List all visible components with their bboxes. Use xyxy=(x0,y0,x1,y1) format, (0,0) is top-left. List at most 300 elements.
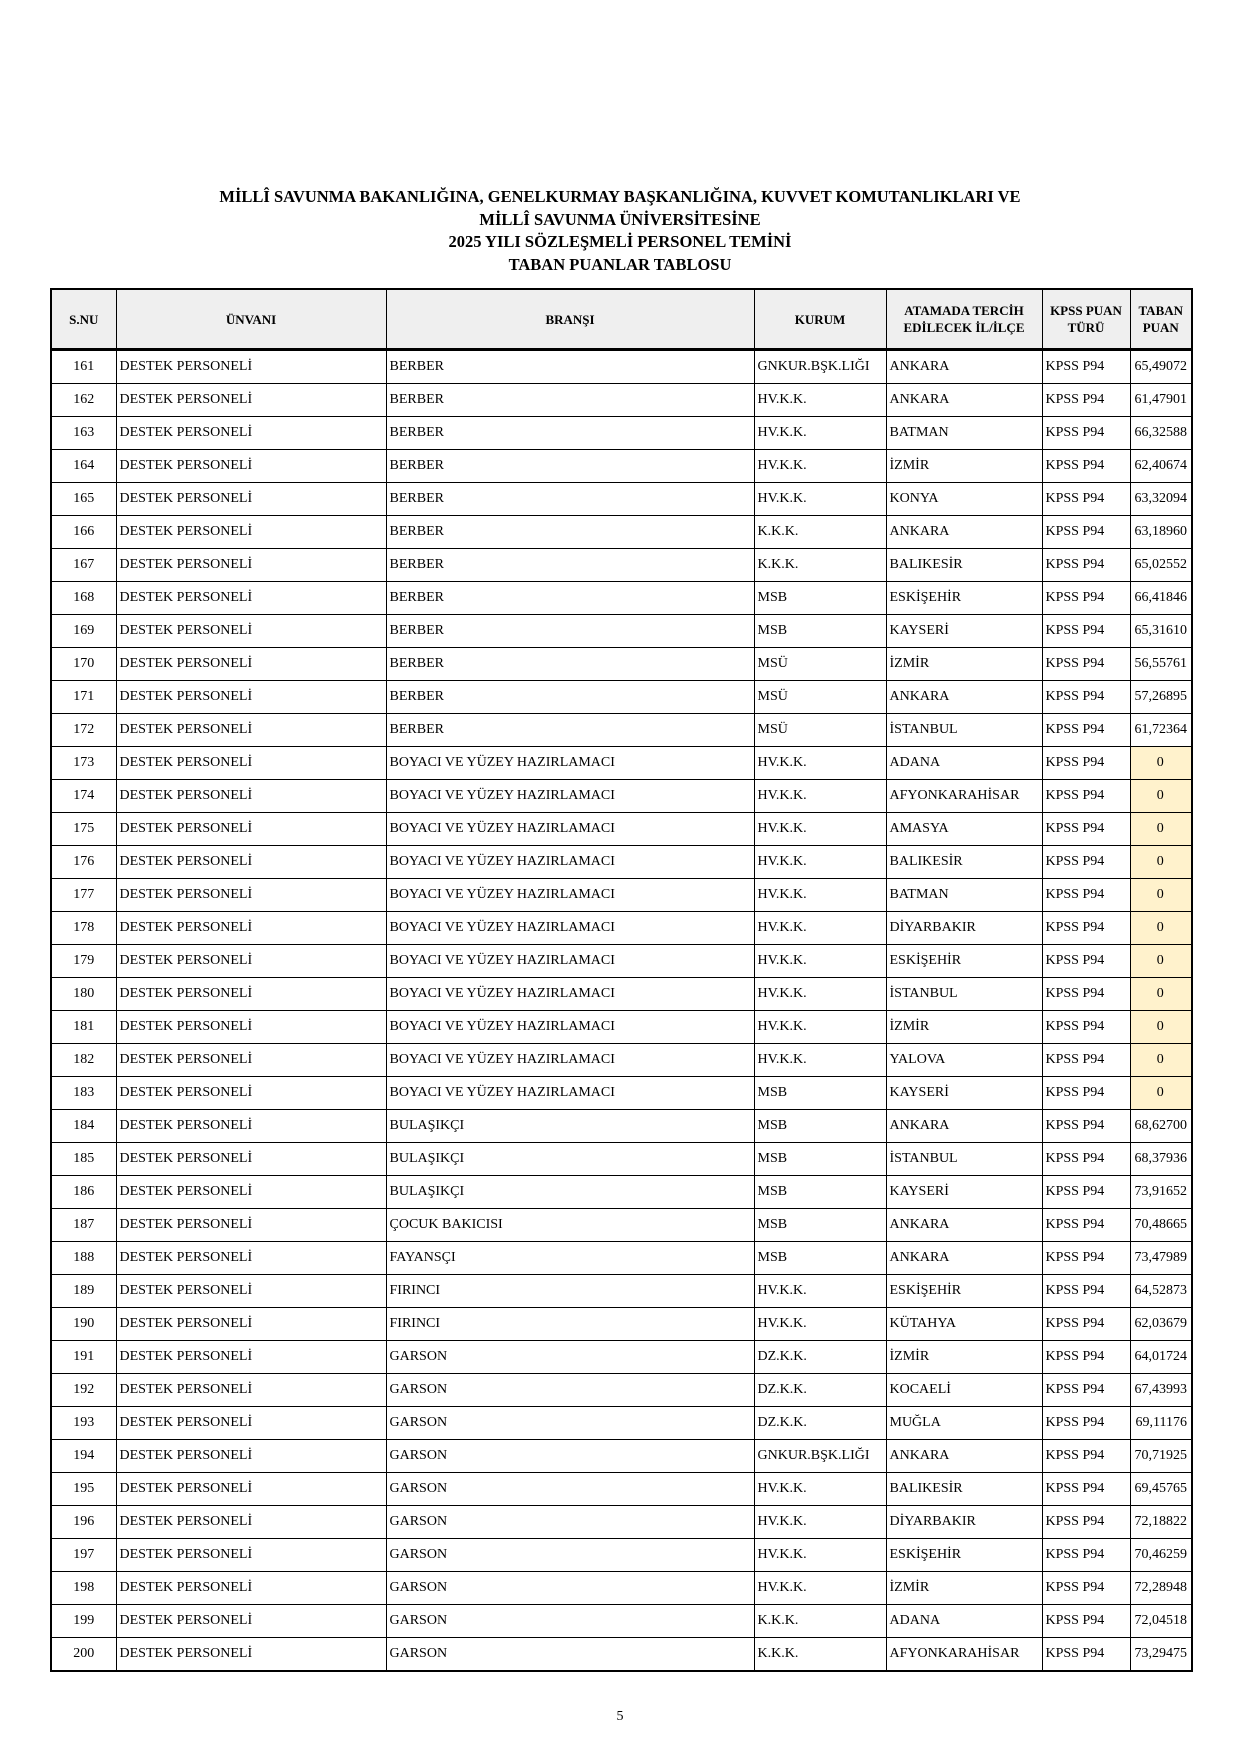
cell-kurum: HV.K.K. xyxy=(754,1044,886,1077)
cell-snu: 173 xyxy=(51,747,116,780)
header-unvan: ÜNVANI xyxy=(116,289,386,350)
table-row xyxy=(51,1143,1192,1176)
table-row xyxy=(51,1572,1192,1605)
cell-il: İZMİR xyxy=(886,450,1042,483)
cell-il: BALIKESİR xyxy=(886,549,1042,582)
cell-il: ANKARA xyxy=(886,384,1042,417)
cell-kpss: KPSS P94 xyxy=(1042,483,1130,516)
cell-kpss: KPSS P94 xyxy=(1042,417,1130,450)
cell-unvan: DESTEK PERSONELİ xyxy=(116,846,386,879)
cell-kurum: MSB xyxy=(754,615,886,648)
cell-kurum: K.K.K. xyxy=(754,1605,886,1638)
cell-kpss: KPSS P94 xyxy=(1042,1539,1130,1572)
table-row xyxy=(51,1539,1192,1572)
cell-brans: GARSON xyxy=(386,1605,754,1638)
cell-kurum: HV.K.K. xyxy=(754,846,886,879)
cell-unvan: DESTEK PERSONELİ xyxy=(116,813,386,846)
cell-snu: 189 xyxy=(51,1275,116,1308)
cell-il: İZMİR xyxy=(886,1011,1042,1044)
cell-taban-puan: 61,47901 xyxy=(1130,384,1192,417)
cell-kpss: KPSS P94 xyxy=(1042,1209,1130,1242)
cell-unvan: DESTEK PERSONELİ xyxy=(116,1572,386,1605)
cell-snu: 182 xyxy=(51,1044,116,1077)
cell-kpss: KPSS P94 xyxy=(1042,747,1130,780)
cell-unvan: DESTEK PERSONELİ xyxy=(116,912,386,945)
cell-il: KOCAELİ xyxy=(886,1374,1042,1407)
cell-kpss: KPSS P94 xyxy=(1042,648,1130,681)
cell-taban-puan: 0 xyxy=(1130,879,1192,912)
cell-snu: 183 xyxy=(51,1077,116,1110)
cell-kurum: HV.K.K. xyxy=(754,384,886,417)
cell-taban-puan: 70,46259 xyxy=(1130,1539,1192,1572)
cell-taban-puan: 57,26895 xyxy=(1130,681,1192,714)
header-kpss: KPSS PUAN TÜRÜ xyxy=(1042,289,1130,350)
cell-snu: 200 xyxy=(51,1638,116,1672)
table-row xyxy=(51,1308,1192,1341)
cell-unvan: DESTEK PERSONELİ xyxy=(116,1110,386,1143)
cell-il: BALIKESİR xyxy=(886,846,1042,879)
cell-kurum: GNKUR.BŞK.LIĞI xyxy=(754,1440,886,1473)
title-line: MİLLÎ SAVUNMA ÜNİVERSİTESİNE xyxy=(479,209,761,229)
cell-snu: 165 xyxy=(51,483,116,516)
cell-snu: 198 xyxy=(51,1572,116,1605)
cell-snu: 190 xyxy=(51,1308,116,1341)
table-row xyxy=(51,615,1192,648)
cell-taban-puan: 0 xyxy=(1130,747,1192,780)
cell-il: AFYONKARAHİSAR xyxy=(886,1638,1042,1672)
cell-kurum: MSÜ xyxy=(754,648,886,681)
cell-brans: BOYACI VE YÜZEY HAZIRLAMACI xyxy=(386,747,754,780)
table-row xyxy=(51,483,1192,516)
cell-taban-puan: 64,52873 xyxy=(1130,1275,1192,1308)
table-row xyxy=(51,1440,1192,1473)
score-table xyxy=(50,288,1193,1672)
cell-snu: 196 xyxy=(51,1506,116,1539)
cell-unvan: DESTEK PERSONELİ xyxy=(116,549,386,582)
cell-kpss: KPSS P94 xyxy=(1042,450,1130,483)
cell-kpss: KPSS P94 xyxy=(1042,1605,1130,1638)
cell-unvan: DESTEK PERSONELİ xyxy=(116,483,386,516)
cell-unvan: DESTEK PERSONELİ xyxy=(116,1209,386,1242)
table-row xyxy=(51,1638,1192,1672)
cell-il: KONYA xyxy=(886,483,1042,516)
cell-kpss: KPSS P94 xyxy=(1042,1176,1130,1209)
table-row xyxy=(51,1473,1192,1506)
cell-snu: 164 xyxy=(51,450,116,483)
cell-taban-puan: 61,72364 xyxy=(1130,714,1192,747)
cell-snu: 172 xyxy=(51,714,116,747)
cell-kpss: KPSS P94 xyxy=(1042,813,1130,846)
cell-unvan: DESTEK PERSONELİ xyxy=(116,714,386,747)
cell-kpss: KPSS P94 xyxy=(1042,1275,1130,1308)
title-line: 2025 YILI SÖZLEŞMELİ PERSONEL TEMİNİ xyxy=(448,232,792,251)
table-row xyxy=(51,846,1192,879)
cell-snu: 162 xyxy=(51,384,116,417)
table-row xyxy=(51,1044,1192,1077)
cell-kpss: KPSS P94 xyxy=(1042,1440,1130,1473)
cell-unvan: DESTEK PERSONELİ xyxy=(116,879,386,912)
cell-brans: BULAŞIKÇI xyxy=(386,1110,754,1143)
cell-il: ANKARA xyxy=(886,681,1042,714)
cell-kpss: KPSS P94 xyxy=(1042,1143,1130,1176)
cell-kurum: HV.K.K. xyxy=(754,1011,886,1044)
cell-snu: 178 xyxy=(51,912,116,945)
cell-snu: 195 xyxy=(51,1473,116,1506)
cell-taban-puan: 64,01724 xyxy=(1130,1341,1192,1374)
cell-snu: 174 xyxy=(51,780,116,813)
cell-kurum: MSB xyxy=(754,582,886,615)
cell-il: KAYSERİ xyxy=(886,1077,1042,1110)
cell-kpss: KPSS P94 xyxy=(1042,1011,1130,1044)
table-row xyxy=(51,879,1192,912)
cell-kpss: KPSS P94 xyxy=(1042,1473,1130,1506)
cell-brans: BERBER xyxy=(386,615,754,648)
cell-kurum: HV.K.K. xyxy=(754,978,886,1011)
table-row xyxy=(51,516,1192,549)
page-number: 5 xyxy=(616,1709,624,1724)
cell-brans: BOYACI VE YÜZEY HAZIRLAMACI xyxy=(386,1077,754,1110)
header-snu: S.NU xyxy=(51,289,116,350)
cell-brans: BOYACI VE YÜZEY HAZIRLAMACI xyxy=(386,978,754,1011)
cell-taban-puan: 0 xyxy=(1130,813,1192,846)
cell-kpss: KPSS P94 xyxy=(1042,1341,1130,1374)
cell-snu: 193 xyxy=(51,1407,116,1440)
cell-taban-puan: 72,04518 xyxy=(1130,1605,1192,1638)
cell-unvan: DESTEK PERSONELİ xyxy=(116,384,386,417)
cell-kpss: KPSS P94 xyxy=(1042,384,1130,417)
cell-taban-puan: 65,02552 xyxy=(1130,549,1192,582)
cell-snu: 177 xyxy=(51,879,116,912)
cell-snu: 186 xyxy=(51,1176,116,1209)
cell-unvan: DESTEK PERSONELİ xyxy=(116,1539,386,1572)
cell-snu: 175 xyxy=(51,813,116,846)
cell-il: ANKARA xyxy=(886,1110,1042,1143)
cell-kurum: DZ.K.K. xyxy=(754,1407,886,1440)
document-title xyxy=(0,186,1240,276)
cell-kurum: MSB xyxy=(754,1242,886,1275)
cell-kurum: MSB xyxy=(754,1209,886,1242)
cell-kurum: HV.K.K. xyxy=(754,417,886,450)
cell-taban-puan: 73,47989 xyxy=(1130,1242,1192,1275)
cell-kurum: MSÜ xyxy=(754,714,886,747)
cell-taban-puan: 0 xyxy=(1130,780,1192,813)
cell-snu: 170 xyxy=(51,648,116,681)
cell-unvan: DESTEK PERSONELİ xyxy=(116,1473,386,1506)
cell-taban-puan: 72,28948 xyxy=(1130,1572,1192,1605)
cell-taban-puan: 66,41846 xyxy=(1130,582,1192,615)
cell-brans: BERBER xyxy=(386,483,754,516)
cell-brans: GARSON xyxy=(386,1374,754,1407)
cell-brans: GARSON xyxy=(386,1572,754,1605)
cell-taban-puan: 70,48665 xyxy=(1130,1209,1192,1242)
cell-snu: 161 xyxy=(51,350,116,384)
cell-unvan: DESTEK PERSONELİ xyxy=(116,450,386,483)
table-row xyxy=(51,747,1192,780)
cell-taban-puan: 0 xyxy=(1130,1011,1192,1044)
cell-brans: GARSON xyxy=(386,1440,754,1473)
cell-il: BALIKESİR xyxy=(886,1473,1042,1506)
cell-il: KÜTAHYA xyxy=(886,1308,1042,1341)
cell-kpss: KPSS P94 xyxy=(1042,615,1130,648)
cell-unvan: DESTEK PERSONELİ xyxy=(116,681,386,714)
table-row xyxy=(51,1242,1192,1275)
cell-unvan: DESTEK PERSONELİ xyxy=(116,1374,386,1407)
cell-snu: 185 xyxy=(51,1143,116,1176)
cell-brans: GARSON xyxy=(386,1539,754,1572)
table-row xyxy=(51,1077,1192,1110)
cell-unvan: DESTEK PERSONELİ xyxy=(116,648,386,681)
cell-snu: 180 xyxy=(51,978,116,1011)
cell-unvan: DESTEK PERSONELİ xyxy=(116,615,386,648)
table-row xyxy=(51,1011,1192,1044)
cell-il: KAYSERİ xyxy=(886,1176,1042,1209)
cell-kurum: HV.K.K. xyxy=(754,1572,886,1605)
cell-il: AFYONKARAHİSAR xyxy=(886,780,1042,813)
cell-kpss: KPSS P94 xyxy=(1042,1572,1130,1605)
cell-il: ANKARA xyxy=(886,516,1042,549)
cell-brans: BERBER xyxy=(386,681,754,714)
cell-kurum: HV.K.K. xyxy=(754,813,886,846)
cell-il: İSTANBUL xyxy=(886,978,1042,1011)
table-row xyxy=(51,1506,1192,1539)
table-row xyxy=(51,1407,1192,1440)
table-row xyxy=(51,384,1192,417)
cell-kpss: KPSS P94 xyxy=(1042,350,1130,384)
cell-kurum: HV.K.K. xyxy=(754,912,886,945)
cell-brans: BOYACI VE YÜZEY HAZIRLAMACI xyxy=(386,879,754,912)
cell-kpss: KPSS P94 xyxy=(1042,681,1130,714)
table-row xyxy=(51,813,1192,846)
cell-snu: 171 xyxy=(51,681,116,714)
cell-taban-puan: 73,91652 xyxy=(1130,1176,1192,1209)
cell-kurum: HV.K.K. xyxy=(754,1275,886,1308)
cell-brans: GARSON xyxy=(386,1341,754,1374)
cell-unvan: DESTEK PERSONELİ xyxy=(116,1506,386,1539)
cell-kurum: HV.K.K. xyxy=(754,780,886,813)
cell-unvan: DESTEK PERSONELİ xyxy=(116,582,386,615)
cell-kurum: MSB xyxy=(754,1077,886,1110)
table-header-row xyxy=(51,289,1192,350)
cell-brans: BOYACI VE YÜZEY HAZIRLAMACI xyxy=(386,1011,754,1044)
cell-taban-puan: 68,37936 xyxy=(1130,1143,1192,1176)
cell-unvan: DESTEK PERSONELİ xyxy=(116,1440,386,1473)
table-row xyxy=(51,681,1192,714)
cell-brans: GARSON xyxy=(386,1473,754,1506)
cell-il: İZMİR xyxy=(886,1341,1042,1374)
cell-brans: GARSON xyxy=(386,1506,754,1539)
cell-unvan: DESTEK PERSONELİ xyxy=(116,1044,386,1077)
cell-snu: 167 xyxy=(51,549,116,582)
cell-taban-puan: 65,49072 xyxy=(1130,350,1192,384)
cell-brans: BULAŞIKÇI xyxy=(386,1176,754,1209)
table-row xyxy=(51,1209,1192,1242)
cell-unvan: DESTEK PERSONELİ xyxy=(116,1242,386,1275)
cell-kurum: DZ.K.K. xyxy=(754,1374,886,1407)
header-brans: BRANŞI xyxy=(386,289,754,350)
table-row xyxy=(51,582,1192,615)
cell-snu: 188 xyxy=(51,1242,116,1275)
cell-unvan: DESTEK PERSONELİ xyxy=(116,1275,386,1308)
cell-il: ESKİŞEHİR xyxy=(886,1539,1042,1572)
cell-brans: ÇOCUK BAKICISI xyxy=(386,1209,754,1242)
cell-brans: BERBER xyxy=(386,549,754,582)
cell-kpss: KPSS P94 xyxy=(1042,978,1130,1011)
cell-snu: 191 xyxy=(51,1341,116,1374)
cell-brans: GARSON xyxy=(386,1638,754,1672)
cell-taban-puan: 63,32094 xyxy=(1130,483,1192,516)
cell-taban-puan: 62,40674 xyxy=(1130,450,1192,483)
cell-kpss: KPSS P94 xyxy=(1042,846,1130,879)
cell-il: YALOVA xyxy=(886,1044,1042,1077)
cell-kurum: HV.K.K. xyxy=(754,945,886,978)
cell-kpss: KPSS P94 xyxy=(1042,714,1130,747)
cell-snu: 168 xyxy=(51,582,116,615)
cell-kpss: KPSS P94 xyxy=(1042,1242,1130,1275)
cell-kpss: KPSS P94 xyxy=(1042,1044,1130,1077)
cell-kurum: HV.K.K. xyxy=(754,450,886,483)
cell-brans: BERBER xyxy=(386,714,754,747)
cell-unvan: DESTEK PERSONELİ xyxy=(116,516,386,549)
cell-unvan: DESTEK PERSONELİ xyxy=(116,1176,386,1209)
cell-snu: 181 xyxy=(51,1011,116,1044)
title-line: TABAN PUANLAR TABLOSU xyxy=(508,254,732,274)
cell-taban-puan: 66,32588 xyxy=(1130,417,1192,450)
cell-taban-puan: 0 xyxy=(1130,912,1192,945)
cell-kpss: KPSS P94 xyxy=(1042,549,1130,582)
cell-kurum: HV.K.K. xyxy=(754,747,886,780)
cell-il: BATMAN xyxy=(886,417,1042,450)
cell-kurum: MSB xyxy=(754,1143,886,1176)
cell-kpss: KPSS P94 xyxy=(1042,945,1130,978)
cell-kurum: HV.K.K. xyxy=(754,1308,886,1341)
cell-brans: BERBER xyxy=(386,417,754,450)
cell-unvan: DESTEK PERSONELİ xyxy=(116,1407,386,1440)
table-row xyxy=(51,549,1192,582)
cell-brans: BERBER xyxy=(386,582,754,615)
table-row xyxy=(51,417,1192,450)
cell-kurum: HV.K.K. xyxy=(754,1539,886,1572)
cell-il: İZMİR xyxy=(886,648,1042,681)
cell-taban-puan: 73,29475 xyxy=(1130,1638,1192,1672)
cell-brans: BOYACI VE YÜZEY HAZIRLAMACI xyxy=(386,846,754,879)
cell-taban-puan: 67,43993 xyxy=(1130,1374,1192,1407)
table-row xyxy=(51,1110,1192,1143)
cell-il: ANKARA xyxy=(886,1440,1042,1473)
cell-kurum: MSB xyxy=(754,1110,886,1143)
cell-brans: BERBER xyxy=(386,350,754,384)
cell-il: ADANA xyxy=(886,747,1042,780)
cell-kpss: KPSS P94 xyxy=(1042,1110,1130,1143)
title-line: MİLLÎ SAVUNMA BAKANLIĞINA, GENELKURMAY BAŞKANLIĞINA, KUVVET KOMUTANLIKLARI VE xyxy=(219,187,1021,206)
table-row xyxy=(51,945,1192,978)
cell-taban-puan: 70,71925 xyxy=(1130,1440,1192,1473)
cell-il: DİYARBAKIR xyxy=(886,912,1042,945)
cell-kpss: KPSS P94 xyxy=(1042,912,1130,945)
cell-taban-puan: 0 xyxy=(1130,978,1192,1011)
cell-taban-puan: 0 xyxy=(1130,945,1192,978)
cell-il: MUĞLA xyxy=(886,1407,1042,1440)
cell-taban-puan: 68,62700 xyxy=(1130,1110,1192,1143)
cell-brans: BOYACI VE YÜZEY HAZIRLAMACI xyxy=(386,780,754,813)
cell-snu: 166 xyxy=(51,516,116,549)
cell-il: ESKİŞEHİR xyxy=(886,1275,1042,1308)
cell-taban-puan: 69,45765 xyxy=(1130,1473,1192,1506)
cell-kpss: KPSS P94 xyxy=(1042,1506,1130,1539)
cell-kpss: KPSS P94 xyxy=(1042,1077,1130,1110)
cell-il: İZMİR xyxy=(886,1572,1042,1605)
cell-kurum: K.K.K. xyxy=(754,549,886,582)
cell-taban-puan: 0 xyxy=(1130,1077,1192,1110)
cell-snu: 176 xyxy=(51,846,116,879)
table-row xyxy=(51,648,1192,681)
cell-brans: BOYACI VE YÜZEY HAZIRLAMACI xyxy=(386,1044,754,1077)
cell-taban-puan: 65,31610 xyxy=(1130,615,1192,648)
header-taban: TABAN PUAN xyxy=(1130,289,1192,350)
table-row xyxy=(51,714,1192,747)
cell-kurum: HV.K.K. xyxy=(754,1473,886,1506)
cell-kurum: K.K.K. xyxy=(754,1638,886,1672)
table-row xyxy=(51,1176,1192,1209)
cell-kpss: KPSS P94 xyxy=(1042,516,1130,549)
cell-kurum: MSÜ xyxy=(754,681,886,714)
cell-unvan: DESTEK PERSONELİ xyxy=(116,1077,386,1110)
cell-unvan: DESTEK PERSONELİ xyxy=(116,747,386,780)
cell-taban-puan: 0 xyxy=(1130,846,1192,879)
cell-unvan: DESTEK PERSONELİ xyxy=(116,1341,386,1374)
cell-brans: BERBER xyxy=(386,450,754,483)
cell-kpss: KPSS P94 xyxy=(1042,1374,1130,1407)
table-row xyxy=(51,1275,1192,1308)
table-row xyxy=(51,912,1192,945)
cell-kurum: GNKUR.BŞK.LIĞI xyxy=(754,350,886,384)
cell-unvan: DESTEK PERSONELİ xyxy=(116,945,386,978)
header-kurum: KURUM xyxy=(754,289,886,350)
table-row xyxy=(51,780,1192,813)
cell-kurum: MSB xyxy=(754,1176,886,1209)
cell-kurum: HV.K.K. xyxy=(754,879,886,912)
cell-il: BATMAN xyxy=(886,879,1042,912)
cell-kurum: DZ.K.K. xyxy=(754,1341,886,1374)
cell-il: ANKARA xyxy=(886,1242,1042,1275)
cell-unvan: DESTEK PERSONELİ xyxy=(116,978,386,1011)
cell-snu: 184 xyxy=(51,1110,116,1143)
cell-il: AMASYA xyxy=(886,813,1042,846)
cell-taban-puan: 69,11176 xyxy=(1130,1407,1192,1440)
cell-unvan: DESTEK PERSONELİ xyxy=(116,1011,386,1044)
cell-brans: GARSON xyxy=(386,1407,754,1440)
cell-il: ANKARA xyxy=(886,350,1042,384)
cell-brans: BERBER xyxy=(386,516,754,549)
cell-il: ANKARA xyxy=(886,1209,1042,1242)
cell-snu: 179 xyxy=(51,945,116,978)
table-row xyxy=(51,1341,1192,1374)
cell-unvan: DESTEK PERSONELİ xyxy=(116,417,386,450)
cell-kpss: KPSS P94 xyxy=(1042,780,1130,813)
cell-brans: BERBER xyxy=(386,384,754,417)
cell-unvan: DESTEK PERSONELİ xyxy=(116,350,386,384)
cell-brans: BOYACI VE YÜZEY HAZIRLAMACI xyxy=(386,813,754,846)
cell-unvan: DESTEK PERSONELİ xyxy=(116,1638,386,1672)
cell-taban-puan: 63,18960 xyxy=(1130,516,1192,549)
cell-il: DİYARBAKIR xyxy=(886,1506,1042,1539)
cell-brans: FIRINCI xyxy=(386,1308,754,1341)
table-row xyxy=(51,1374,1192,1407)
cell-il: KAYSERİ xyxy=(886,615,1042,648)
table-row xyxy=(51,1605,1192,1638)
cell-il: İSTANBUL xyxy=(886,714,1042,747)
cell-unvan: DESTEK PERSONELİ xyxy=(116,780,386,813)
cell-kpss: KPSS P94 xyxy=(1042,1407,1130,1440)
